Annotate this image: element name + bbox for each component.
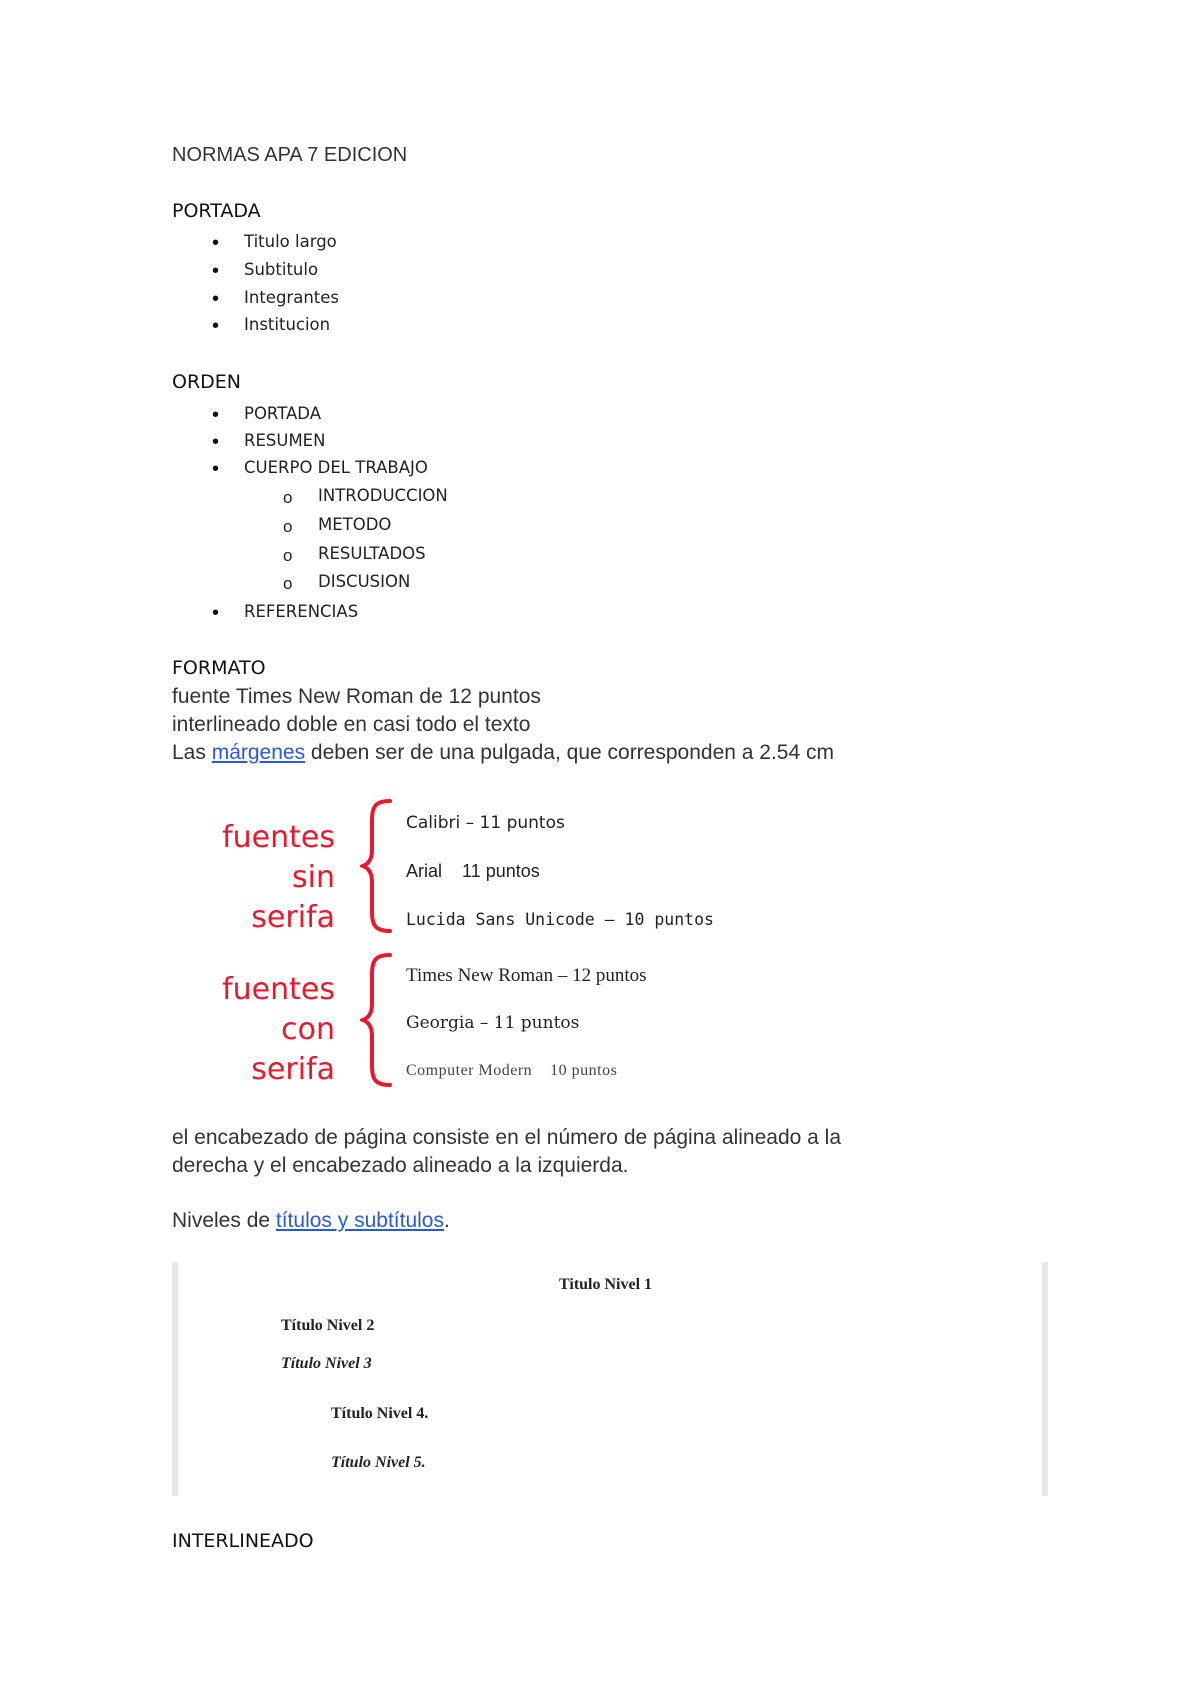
- font-sample-arial: Arial 11 puntos: [406, 861, 540, 881]
- titles-subtitles-link[interactable]: títulos y subtítulos: [275, 1209, 444, 1232]
- encabezado-line1: el encabezado de página consiste en el número de página alineado a la: [172, 1126, 842, 1149]
- niveles-line: [172, 1209, 450, 1233]
- bullet-icon: •: [212, 260, 220, 282]
- curly-brace-icon: [360, 952, 394, 1088]
- niveles-text-after: .: [443, 1209, 450, 1232]
- list-item: Institucion: [244, 315, 331, 334]
- list-item: Subtitulo: [244, 260, 319, 279]
- title-level-2: Título Nivel 2: [281, 1317, 375, 1334]
- orden-heading: ORDEN: [172, 371, 242, 393]
- circle-bullet-icon: o: [283, 546, 293, 565]
- margins-link[interactable]: márgenes: [211, 741, 306, 764]
- formato-line-margins: [172, 741, 834, 765]
- font-sample-lucida: Lucida Sans Unicode – 10 puntos: [406, 910, 714, 929]
- font-sample-georgia: Georgia – 11 puntos: [406, 1013, 580, 1033]
- list-item: PORTADA: [244, 404, 321, 423]
- bullet-icon: •: [212, 232, 220, 254]
- bullet-icon: •: [212, 431, 220, 453]
- interlineado-heading: INTERLINEADO: [172, 1530, 314, 1552]
- title-level-1: Titulo Nivel 1: [559, 1276, 653, 1293]
- margins-text-before: Las: [172, 741, 212, 764]
- font-sample-times: Times New Roman – 12 puntos: [406, 965, 647, 986]
- title-levels-figure: [172, 1262, 1048, 1496]
- title-level-3: Título Nivel 3: [281, 1355, 372, 1372]
- bullet-icon: •: [212, 288, 220, 310]
- formato-line-spacing: interlineado doble en casi todo el texto: [172, 713, 531, 736]
- list-item: Integrantes: [244, 288, 339, 307]
- circle-bullet-icon: o: [283, 517, 293, 536]
- niveles-text-before: Niveles de: [172, 1209, 276, 1232]
- list-item: RESUMEN: [244, 431, 326, 450]
- sub-list-item: DISCUSION: [318, 572, 411, 591]
- font-sample-computer-modern: Computer Modern 10 puntos: [406, 1062, 618, 1079]
- sub-list-item: RESULTADOS: [318, 544, 426, 563]
- bullet-icon: •: [212, 602, 220, 624]
- bullet-icon: •: [212, 458, 220, 480]
- list-item: Titulo largo: [244, 232, 337, 251]
- sans-serif-label-line2: sin serifa: [251, 860, 335, 935]
- sans-serif-label-line1: fuentes: [222, 820, 335, 855]
- sans-serif-label: [200, 818, 335, 938]
- portada-heading: PORTADA: [172, 200, 261, 222]
- title-level-5: Título Nivel 5.: [331, 1454, 426, 1471]
- font-sample-calibri: Calibri – 11 puntos: [406, 813, 565, 833]
- circle-bullet-icon: o: [283, 574, 293, 593]
- circle-bullet-icon: o: [283, 488, 293, 507]
- list-item: REFERENCIAS: [244, 602, 359, 621]
- encabezado-line2: derecha y el encabezado alineado a la izquierda.: [172, 1154, 629, 1177]
- margins-text-after: deben ser de una pulgada, que corresponden a 2.54 cm: [305, 741, 834, 764]
- curly-brace-icon: [360, 798, 394, 934]
- title-level-4: Título Nivel 4.: [331, 1405, 429, 1422]
- sub-list-item: METODO: [318, 515, 392, 534]
- formato-heading: FORMATO: [172, 657, 266, 679]
- list-item: CUERPO DEL TRABAJO: [244, 458, 428, 477]
- bullet-icon: •: [212, 404, 220, 426]
- sub-list-item: INTRODUCCION: [318, 486, 448, 505]
- serif-label-line2: con serifa: [251, 1012, 335, 1087]
- serif-label-line1: fuentes: [222, 972, 335, 1007]
- formato-line-font: fuente Times New Roman de 12 puntos: [172, 685, 541, 708]
- document-title: NORMAS APA 7 EDICION: [172, 144, 408, 166]
- bullet-icon: •: [212, 315, 220, 337]
- serif-label: [200, 970, 335, 1090]
